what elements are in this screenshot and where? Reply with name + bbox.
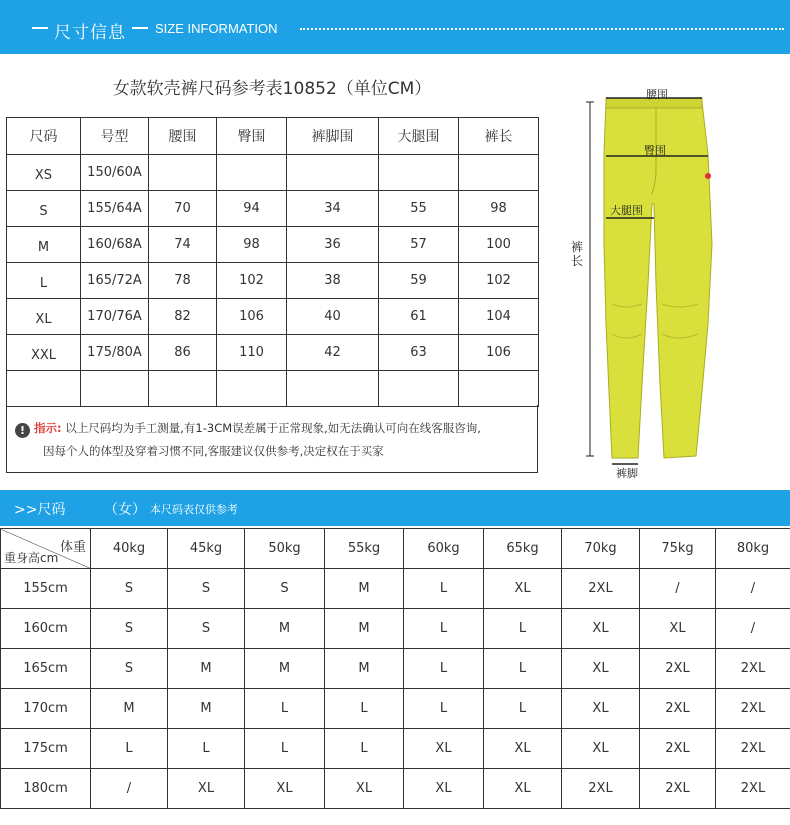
size-chart-cell: 170/76A: [81, 299, 149, 335]
recommended-size-cell: 2XL: [562, 769, 640, 809]
recommended-size-cell: XL: [404, 769, 484, 809]
size-chart-cell: 86: [149, 335, 217, 371]
recommended-size-cell: XL: [562, 609, 640, 649]
corner-weight-label: 体重: [59, 540, 86, 555]
size-chart-cell: XS: [7, 155, 81, 191]
recommended-size-cell: M: [325, 569, 404, 609]
size-chart-cell: S: [7, 191, 81, 227]
recommended-size-cell: L: [245, 729, 325, 769]
size-chart-cell: 98: [459, 191, 539, 227]
recommended-size-cell: XL: [640, 609, 716, 649]
height-row: [1, 649, 790, 689]
height-cell: 155cm: [1, 569, 91, 609]
note-line-2: 因每个人的体型及穿着习惯不同,客服建议仅供参考,决定权在于买家: [43, 444, 384, 458]
size-chart-cell: [379, 155, 459, 191]
recommended-size-cell: /: [91, 769, 168, 809]
size-chart-cell: 150/60A: [81, 155, 149, 191]
recommended-size-cell: L: [245, 689, 325, 729]
height-cell: 175cm: [1, 729, 91, 769]
header-cell: 裤长: [459, 118, 539, 155]
recommended-size-cell: L: [404, 689, 484, 729]
weight-header-cell: 65kg: [484, 529, 562, 569]
recommended-size-cell: 2XL: [716, 769, 790, 809]
hip-label: 臀围: [644, 144, 666, 157]
recommended-size-cell: XL: [484, 769, 562, 809]
height-cell: 165cm: [1, 649, 91, 689]
size-chart-cell: XL: [7, 299, 81, 335]
size-chart-cell: [379, 371, 459, 407]
hem-label: 裤脚: [616, 467, 638, 480]
header-cell: 大腿围: [379, 118, 459, 155]
recommended-size-cell: XL: [484, 729, 562, 769]
size-chart-cell: 34: [287, 191, 379, 227]
weight-header-row: [1, 529, 790, 569]
recommended-size-cell: L: [484, 609, 562, 649]
weight-header-cell: 50kg: [245, 529, 325, 569]
size-chart-cell: 106: [459, 335, 539, 371]
thigh-label: 大腿围: [610, 204, 643, 217]
recommended-size-cell: XL: [562, 649, 640, 689]
size-chart-cell: 42: [287, 335, 379, 371]
size-chart-cell: 59: [379, 263, 459, 299]
recommended-size-cell: M: [325, 609, 404, 649]
banner-title-cn: 尺寸信息: [54, 23, 126, 43]
size-chart-row: [7, 371, 539, 407]
recommended-size-cell: L: [404, 649, 484, 689]
size-chart-cell: [81, 371, 149, 407]
recommended-size-cell: /: [640, 569, 716, 609]
corner-cell: [1, 529, 91, 569]
size-chart-cell: 104: [459, 299, 539, 335]
recommended-size-cell: M: [325, 649, 404, 689]
size-chart-cell: 110: [217, 335, 287, 371]
size-chart-cell: [287, 155, 379, 191]
size-chart-cell: 74: [149, 227, 217, 263]
weight-chart-banner: [0, 490, 790, 526]
recommended-size-cell: 2XL: [640, 649, 716, 689]
size-chart-cell: 61: [379, 299, 459, 335]
weight-header-cell: 75kg: [640, 529, 716, 569]
recommended-size-cell: L: [484, 689, 562, 729]
weight-header-cell: 45kg: [168, 529, 245, 569]
recommended-size-cell: /: [716, 609, 790, 649]
banner-dash-mid: [132, 27, 148, 29]
size-chart-cell: 102: [217, 263, 287, 299]
recommended-size-cell: L: [404, 569, 484, 609]
size-chart-cell: 106: [217, 299, 287, 335]
recommended-size-cell: M: [245, 609, 325, 649]
size-chart-cell: L: [7, 263, 81, 299]
recommended-size-cell: S: [168, 569, 245, 609]
header-cell: 尺码: [7, 118, 81, 155]
size-info-banner: [0, 0, 790, 54]
header-cell: 腰围: [149, 118, 217, 155]
pants-measurement-figure: [560, 84, 790, 484]
recommended-size-cell: XL: [245, 769, 325, 809]
recommended-size-cell: L: [404, 609, 484, 649]
recommended-size-cell: 2XL: [716, 649, 790, 689]
size-chart-cell: 36: [287, 227, 379, 263]
recommended-size-cell: S: [245, 569, 325, 609]
height-weight-table: [0, 528, 790, 809]
size-chart-cell: [217, 155, 287, 191]
length-label-bottom: 长: [571, 254, 584, 268]
recommended-size-cell: 2XL: [640, 689, 716, 729]
banner-title-en: SIZE INFORMATION: [155, 21, 278, 36]
length-label-top: 裤: [571, 240, 584, 254]
recommended-size-cell: M: [168, 689, 245, 729]
height-cell: 180cm: [1, 769, 91, 809]
recommended-size-cell: 2XL: [716, 729, 790, 769]
weight-header-cell: 70kg: [562, 529, 640, 569]
size-chart-cell: 175/80A: [81, 335, 149, 371]
height-row: [1, 609, 790, 649]
size-chart-row: [7, 155, 539, 191]
recommended-size-cell: XL: [562, 689, 640, 729]
weight-header-cell: 40kg: [91, 529, 168, 569]
height-cell: 170cm: [1, 689, 91, 729]
size-chart-cell: 78: [149, 263, 217, 299]
note-label: 指示:: [34, 421, 62, 435]
header-cell: 号型: [81, 118, 149, 155]
size-chart-cell: 40: [287, 299, 379, 335]
size-chart-row: [7, 191, 539, 227]
recommended-size-cell: S: [168, 609, 245, 649]
weight-header-cell: 80kg: [716, 529, 790, 569]
size-chart-row: [7, 227, 539, 263]
banner-dotted-line: [300, 28, 784, 30]
recommended-size-cell: S: [91, 649, 168, 689]
size-chart-cell: M: [7, 227, 81, 263]
height-row: [1, 689, 790, 729]
size-chart-header-row: [7, 118, 539, 155]
size-chart-row: [7, 335, 539, 371]
size-chart-cell: [149, 155, 217, 191]
size-chart-cell: 155/64A: [81, 191, 149, 227]
height-row: [1, 769, 790, 809]
size-chart-cell: 38: [287, 263, 379, 299]
weight-chart-note: 本尺码表仅供参考: [150, 503, 238, 516]
size-chart-cell: 100: [459, 227, 539, 263]
header-cell: 裤脚围: [287, 118, 379, 155]
recommended-size-cell: S: [91, 609, 168, 649]
size-chart-cell: [217, 371, 287, 407]
weight-header-cell: 55kg: [325, 529, 404, 569]
measurement-note: [6, 405, 538, 473]
size-chart-cell: 94: [217, 191, 287, 227]
waist-label: 腰围: [646, 88, 668, 101]
size-chart-cell: 55: [379, 191, 459, 227]
size-chart-cell: 70: [149, 191, 217, 227]
height-row: [1, 569, 790, 609]
recommended-size-cell: XL: [484, 569, 562, 609]
size-chart-cell: 98: [217, 227, 287, 263]
size-chart-cell: [459, 155, 539, 191]
recommended-size-cell: L: [325, 689, 404, 729]
recommended-size-cell: XL: [168, 769, 245, 809]
size-chart-row: [7, 263, 539, 299]
size-chart-cell: XXL: [7, 335, 81, 371]
recommended-size-cell: 2XL: [562, 569, 640, 609]
recommended-size-cell: M: [91, 689, 168, 729]
recommended-size-cell: XL: [562, 729, 640, 769]
recommended-size-cell: XL: [404, 729, 484, 769]
recommended-size-cell: L: [325, 729, 404, 769]
recommended-size-cell: L: [484, 649, 562, 689]
recommended-size-cell: L: [91, 729, 168, 769]
weight-header-cell: 60kg: [404, 529, 484, 569]
recommended-size-cell: S: [91, 569, 168, 609]
recommended-size-cell: M: [245, 649, 325, 689]
size-chart-cell: [459, 371, 539, 407]
size-chart-cell: 82: [149, 299, 217, 335]
note-line-1: 以上尺码均为手工测量,有1-3CM误差属于正常现象,如无法确认可向在线客服咨询,: [65, 421, 481, 435]
recommended-size-cell: M: [168, 649, 245, 689]
size-chart-cell: [149, 371, 217, 407]
header-cell: 臀围: [217, 118, 287, 155]
banner-dash-left: [32, 27, 48, 29]
size-chart-cell: 57: [379, 227, 459, 263]
size-chart-cell: 63: [379, 335, 459, 371]
size-chart-caption: 女款软壳裤尺码参考表10852（单位CM）: [112, 79, 432, 99]
recommended-size-cell: /: [716, 569, 790, 609]
recommended-size-cell: 2XL: [640, 729, 716, 769]
size-chart-cell: 160/68A: [81, 227, 149, 263]
info-icon: !: [15, 423, 30, 438]
recommended-size-cell: L: [168, 729, 245, 769]
size-chart-cell: [287, 371, 379, 407]
recommended-size-cell: 2XL: [716, 689, 790, 729]
pants-illustration: [560, 84, 790, 484]
corner-height-label: 重身高cm: [4, 551, 59, 565]
size-chart-cell: 165/72A: [81, 263, 149, 299]
recommended-size-cell: 2XL: [640, 769, 716, 809]
weight-chart-gender: （女）: [104, 502, 146, 518]
weight-chart-title: >>尺码: [14, 502, 66, 518]
height-cell: 160cm: [1, 609, 91, 649]
recommended-size-cell: XL: [325, 769, 404, 809]
size-chart-cell: 102: [459, 263, 539, 299]
size-chart-cell: [7, 371, 81, 407]
size-chart-table: [6, 117, 539, 407]
size-chart-row: [7, 299, 539, 335]
height-row: [1, 729, 790, 769]
